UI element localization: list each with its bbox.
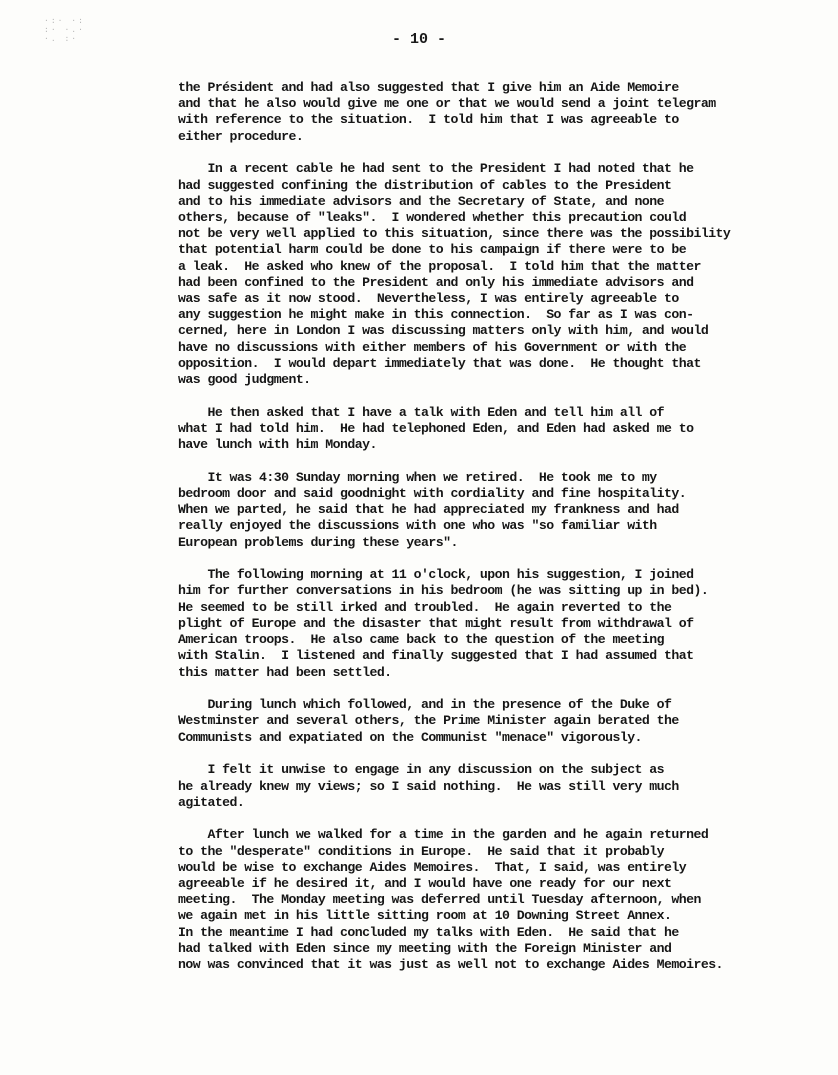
text-line: and to his immediate advisors and the Secretary of State, and none <box>178 193 665 209</box>
paragraph <box>178 567 798 680</box>
text-line: we again met in his little sitting room at 10 Downing Street Annex. <box>178 908 672 924</box>
text-line: opposition. I would depart immediately that was done. He thought that <box>178 355 701 371</box>
paragraph <box>178 405 798 454</box>
text-line: It was 4:30 Sunday morning when we retired. He took me to my <box>178 469 657 485</box>
text-line: agreeable if he desired it, and I would have one ready for our next <box>178 876 672 892</box>
text-line: Westminster and several others, the Prime Minister again berated the <box>178 713 679 729</box>
text-line: what I had told him. He had telephoned Eden, and Eden had asked me to <box>178 420 694 436</box>
text-line: cerned, here in London I was discussing matters only with him, and would <box>178 323 709 339</box>
text-line: not be very well applied to this situation, since there was the possibility <box>178 226 731 242</box>
text-line: have no discussions with either members of his Government or with the <box>178 339 687 355</box>
text-line: bedroom door and said goodnight with cordiality and fine hospitality. <box>178 485 687 501</box>
text-line: him for further conversations in his bedroom (he was sitting up in bed). <box>178 583 709 599</box>
paragraph <box>178 697 798 746</box>
text-line: After lunch we walked for a time in the garden and he again returned <box>178 827 709 843</box>
text-line: this matter had been settled. <box>178 664 392 680</box>
document-body-text <box>178 80 798 990</box>
text-line: was good judgment. <box>178 371 311 387</box>
text-line: agitated. <box>178 794 245 810</box>
text-line: Communists and expatiated on the Communist "menace" vigorously. <box>178 729 642 745</box>
paragraph <box>178 80 798 145</box>
text-line: any suggestion he might make in this connection. So far as I was con- <box>178 307 694 323</box>
text-line: he already knew my views; so I said nothing. He was still very much <box>178 778 679 794</box>
paragraph <box>178 762 798 811</box>
text-line: European problems during these years". <box>178 534 458 550</box>
text-line: now was convinced that it was just as well not to exchange Aides Memoires. <box>178 957 723 973</box>
text-line: He then asked that I have a talk with Eden and tell him all of <box>178 404 665 420</box>
text-line: plight of Europe and the disaster that might result from withdrawal of <box>178 615 694 631</box>
text-line: would be wise to exchange Aides Memoires. That, I said, was entirely <box>178 859 687 875</box>
text-line: the Président and had also suggested that I give him an Aide Memoire <box>178 80 679 95</box>
text-line: really enjoyed the discussions with one who was "so familiar with <box>178 518 657 534</box>
text-line: a leak. He asked who knew of the proposal. I told him that the matter <box>178 258 701 274</box>
text-line: to the "desperate" conditions in Europe. He said that it probably <box>178 843 665 859</box>
scan-artifact-marks: ·:· ·: :· ·.· ·. :· <box>44 16 85 43</box>
text-line: was safe as it now stood. Nevertheless, I was entirely agreeable to <box>178 290 679 306</box>
text-line: either procedure. <box>178 128 304 144</box>
text-line: During lunch which followed, and in the presence of the Duke of <box>178 697 672 713</box>
text-line: had been confined to the President and only his immediate advisors and <box>178 274 694 290</box>
text-line: He seemed to be still irked and troubled. He again reverted to the <box>178 599 672 615</box>
text-line: In a recent cable he had sent to the President I had noted that he <box>178 161 694 177</box>
text-line: The following morning at 11 o'clock, upon his suggestion, I joined <box>178 567 694 583</box>
paragraph <box>178 827 798 973</box>
text-line: I felt it unwise to engage in any discussion on the subject as <box>178 762 665 778</box>
text-line: have lunch with him Monday. <box>178 437 377 453</box>
text-line: American troops. He also came back to the question of the meeting <box>178 632 665 648</box>
paragraph <box>178 161 798 388</box>
text-line: with reference to the situation. I told him that I was agreeable to <box>178 112 679 128</box>
text-line: others, because of "leaks". I wondered whether this precaution could <box>178 209 687 225</box>
text-line: When we parted, he said that he had appreciated my frankness and had <box>178 502 679 518</box>
text-line: had talked with Eden since my meeting with the Foreign Minister and <box>178 940 672 956</box>
text-line: and that he also would give me one or that we would send a joint telegram <box>178 96 716 112</box>
paragraph <box>178 470 798 551</box>
text-line: In the meantime I had concluded my talks with Eden. He said that he <box>178 924 679 940</box>
text-line: with Stalin. I listened and finally suggested that I had assumed that <box>178 648 694 664</box>
text-line: had suggested confining the distribution of cables to the President <box>178 177 672 193</box>
text-line: meeting. The Monday meeting was deferred until Tuesday afternoon, when <box>178 892 701 908</box>
page-number: - 10 - <box>391 31 446 48</box>
text-line: that potential harm could be done to his campaign if there were to be <box>178 242 687 258</box>
